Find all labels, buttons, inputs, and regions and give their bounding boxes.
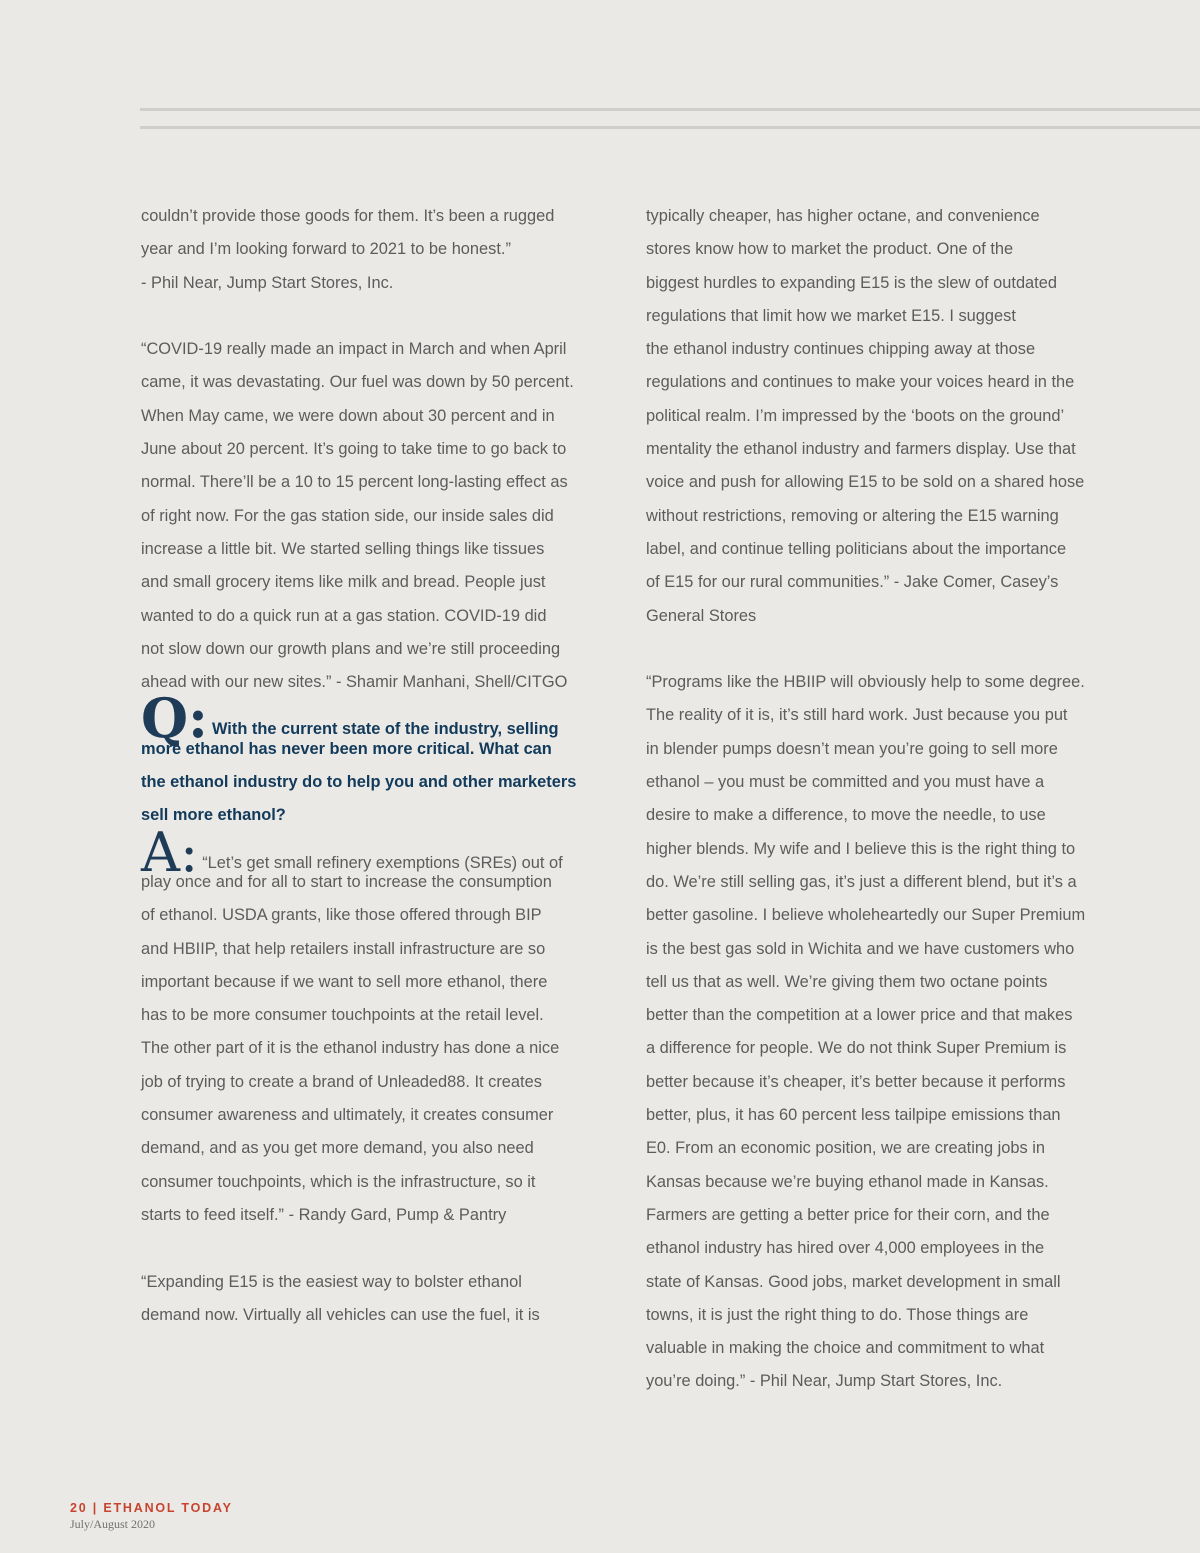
text-line: Farmers are getting a better price for their corn, and the [646, 1205, 1050, 1224]
text-line: not slow down our growth plans and we’re still proceeding [141, 639, 561, 658]
text-line: “Expanding E15 is the easiest way to bolster ethanol [141, 1272, 522, 1291]
question-block [141, 686, 593, 832]
question-line: sell more ethanol? [141, 806, 286, 825]
text-line: couldn’t provide those goods for them. It’s been a rugged [141, 207, 555, 225]
text-line: came, it was devastating. Our fuel was down by 50 percent. [141, 373, 574, 392]
paragraph-spacer [646, 633, 1100, 666]
text-line: the ethanol industry continues chipping away at those [646, 340, 1036, 359]
header-rule-bottom [140, 126, 1200, 129]
answer-line: The other part of it is the ethanol industry has done a nice [141, 1039, 560, 1058]
text-line: in blender pumps doesn’t mean you’re going to sell more [646, 739, 1058, 758]
text-line: a difference for people. We do not think Super Premium is [646, 1039, 1067, 1058]
text-line: is the best gas sold in Wichita and we have customers who [646, 939, 1075, 958]
text-line: ahead with our new sites.” - Shamir Manhani, Shell/CITGO [141, 673, 568, 692]
question-line: the ethanol industry do to help you and other marketers [141, 773, 577, 792]
left-column [141, 200, 593, 1332]
answer-block [141, 820, 593, 1233]
text-line: better, plus, it has 60 percent less tailpipe emissions than [646, 1106, 1061, 1125]
text-line: demand now. Virtually all vehicles can use the fuel, it is [141, 1305, 540, 1324]
answer-line: consumer awareness and ultimately, it creates consumer [141, 1106, 554, 1125]
text-line: better gasoline. I believe wholeheartedly our Super Premium [646, 906, 1086, 925]
text-line: better because it’s cheaper, it’s better because it performs [646, 1072, 1066, 1091]
text-line: - Phil Near, Jump Start Stores, Inc. [141, 273, 394, 292]
text-line: typically cheaper, has higher octane, and convenience [646, 207, 1040, 225]
question-line: more ethanol has never been more critical. What can [141, 739, 552, 758]
text-line: ethanol – you must be committed and you must have a [646, 773, 1045, 792]
text-line: and small grocery items like milk and bread. People just [141, 573, 546, 592]
header-rule-top [140, 108, 1200, 111]
text-line: regulations and continues to make your voices heard in the [646, 373, 1075, 392]
paragraph-shamir-manhani [141, 333, 593, 699]
text-line: E0. From an economic position, we are creating jobs in [646, 1139, 1046, 1158]
text-line: better than the competition at a lower price and that makes [646, 1006, 1073, 1025]
text-line: you’re doing.” - Phil Near, Jump Start Stores, Inc. [646, 1372, 1003, 1391]
answer-line: and HBIIP, that help retailers install infrastructure are so [141, 939, 546, 958]
answer-line: demand, and as you get more demand, you also need [141, 1139, 534, 1158]
text-line: do. We’re still selling gas, it’s just a different blend, but it’s a [646, 872, 1077, 891]
text-line: towns, it is just the right thing to do. Those things are [646, 1305, 1029, 1324]
text-line: General Stores [646, 606, 757, 625]
text-line: normal. There’ll be a 10 to 15 percent long-lasting effect as [141, 473, 568, 492]
text-line: June about 20 percent. It’s going to take time to go back to [141, 440, 567, 459]
text-line: increase a little bit. We started selling things like tissues [141, 539, 545, 558]
text-line: “Programs like the HBIIP will obviously help to some degree. [646, 673, 1085, 692]
text-line: political realm. I’m impressed by the ‘boots on the ground’ [646, 406, 1065, 425]
answer-line: starts to feed itself.” - Randy Gard, Pump & Pantry [141, 1205, 507, 1224]
a-drop-letter: A: [141, 820, 199, 884]
q-drop-letter: Q: [141, 686, 208, 751]
paragraph-spacer [141, 1232, 593, 1265]
text-line: voice and push for allowing E15 to be sold on a shared hose [646, 473, 1085, 492]
text-line: ethanol industry has hired over 4,000 employees in the [646, 1239, 1045, 1258]
text-line: of E15 for our rural communities.” - Jake Comer, Casey’s [646, 573, 1059, 592]
text-line: without restrictions, removing or altering the E15 warning [646, 506, 1059, 525]
text-line: label, and continue telling politicians about the importance [646, 539, 1067, 558]
text-line: valuable in making the choice and commitment to what [646, 1339, 1045, 1358]
text-line: wanted to do a quick run at a gas station. COVID-19 did [141, 606, 547, 625]
question-line: With the current state of the industry, selling [211, 720, 559, 739]
text-line: stores know how to market the product. One of the [646, 240, 1014, 259]
page-footer [70, 1500, 233, 1532]
text-line: The reality of it is, it’s still hard work. Just because you put [646, 706, 1068, 725]
answer-line: of ethanol. USDA grants, like those offered through BIP [141, 906, 542, 925]
paragraph-expanding-e15 [141, 1266, 593, 1333]
issue-date: July/August 2020 [70, 1517, 156, 1531]
text-line: “COVID-19 really made an impact in March and when April [141, 340, 567, 359]
text-line: Kansas because we’re buying ethanol made in Kansas. [646, 1172, 1049, 1191]
answer-line: “Let’s get small refinery exemptions (SREs) out of [202, 853, 563, 872]
text-line: of right now. For the gas station side, our inside sales did [141, 506, 554, 525]
right-column [646, 200, 1100, 1399]
text-line: state of Kansas. Good jobs, market development in small [646, 1272, 1061, 1291]
paragraph-phil-near-hbiip [646, 666, 1100, 1399]
answer-line: has to be more consumer touchpoints at the retail level. [141, 1006, 544, 1025]
answer-line: important because if we want to sell more ethanol, there [141, 972, 548, 991]
paragraph-spacer [141, 300, 593, 333]
folio-magazine-title: 20 | ETHANOL TODAY [70, 1501, 233, 1515]
answer-line: consumer touchpoints, which is the infrastructure, so it [141, 1172, 536, 1191]
paragraph-phil-near-end [141, 200, 593, 300]
text-line: higher blends. My wife and I believe this is the right thing to [646, 839, 1076, 858]
text-line: mentality the ethanol industry and farmers display. Use that [646, 440, 1076, 459]
text-line: When May came, we were down about 30 percent and in [141, 406, 555, 425]
text-line: year and I’m looking forward to 2021 to be honest.” [141, 240, 511, 259]
text-line: desire to make a difference, to move the needle, to use [646, 806, 1046, 825]
paragraph-jake-comer [646, 200, 1100, 633]
text-line: tell us that as well. We’re giving them two octane points [646, 972, 1048, 991]
answer-line: job of trying to create a brand of Unleaded88. It creates [141, 1072, 542, 1091]
text-line: biggest hurdles to expanding E15 is the slew of outdated [646, 273, 1057, 292]
text-line: regulations that limit how we market E15. I suggest [646, 306, 1016, 325]
answer-line: play once and for all to start to increase the consumption [141, 872, 552, 891]
